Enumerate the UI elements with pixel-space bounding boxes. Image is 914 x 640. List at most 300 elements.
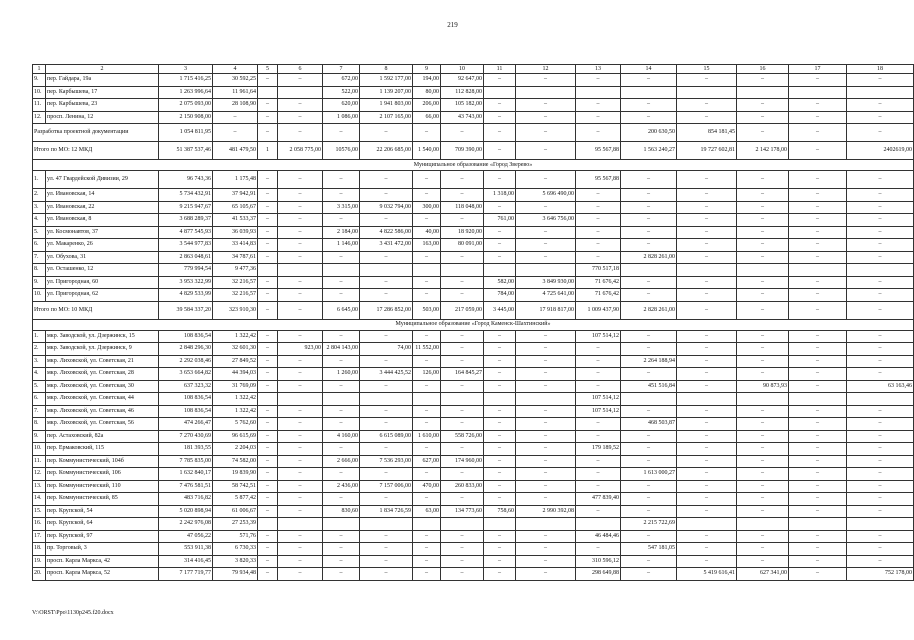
row-number: 2.: [33, 343, 46, 356]
value-cell: 9 477,36: [213, 264, 258, 277]
value-cell: –: [847, 405, 914, 418]
value-cell: 2 075 093,00: [159, 99, 213, 112]
value-cell: 627 341,00: [737, 568, 789, 581]
row-number: 9.: [33, 74, 46, 87]
table-row: [33, 343, 914, 356]
value-cell: 3 444 425,52: [360, 368, 413, 381]
value-cell: –: [621, 111, 677, 124]
value-cell: –: [847, 226, 914, 239]
value-cell: [323, 264, 360, 277]
value-cell: 34 787,61: [213, 251, 258, 264]
value-cell: –: [576, 505, 621, 518]
value-cell: –: [484, 555, 516, 568]
value-cell: [360, 518, 413, 531]
row-number: 6.: [33, 393, 46, 406]
column-number-cell: 17: [789, 65, 847, 74]
table-row: [33, 555, 914, 568]
value-cell: –: [576, 124, 621, 142]
table-row: [33, 189, 914, 202]
value-cell: –: [789, 480, 847, 493]
value-cell: –: [576, 418, 621, 431]
value-cell: 22 206 685,00: [360, 142, 413, 160]
value-cell: 30 592,25: [213, 74, 258, 87]
address-cell: мкр. Лиховской, ул. Советская, 28: [46, 368, 159, 381]
value-cell: 95 567,88: [576, 171, 621, 189]
value-cell: –: [789, 142, 847, 160]
table-row: [33, 530, 914, 543]
value-cell: –: [516, 468, 576, 481]
value-cell: –: [737, 343, 789, 356]
value-cell: 2 215 722,69: [621, 518, 677, 531]
value-cell: –: [360, 330, 413, 343]
value-cell: 31 769,09: [213, 380, 258, 393]
value-cell: –: [789, 276, 847, 289]
value-cell: 3 953 322,99: [159, 276, 213, 289]
value-cell: –: [789, 239, 847, 252]
value-cell: –: [576, 74, 621, 87]
value-cell: –: [441, 189, 484, 202]
value-cell: [847, 393, 914, 406]
value-cell: –: [621, 405, 677, 418]
value-cell: [677, 393, 737, 406]
row-number: 13.: [33, 480, 46, 493]
table-row: [33, 99, 914, 112]
value-cell: 39 584 337,20: [159, 301, 213, 319]
value-cell: –: [789, 201, 847, 214]
value-cell: –: [360, 380, 413, 393]
value-cell: –: [576, 201, 621, 214]
value-cell: –: [737, 555, 789, 568]
value-cell: –: [484, 443, 516, 456]
value-cell: –: [576, 251, 621, 264]
value-cell: –: [278, 239, 323, 252]
address-cell: пер. Карбышева, 17: [46, 86, 159, 99]
value-cell: –: [484, 111, 516, 124]
value-cell: –: [677, 480, 737, 493]
address-cell: ул. Ивановская, 8: [46, 214, 159, 227]
value-cell: –: [278, 443, 323, 456]
value-cell: –: [258, 455, 278, 468]
row-number: 5.: [33, 380, 46, 393]
value-cell: –: [441, 405, 484, 418]
address-cell: просп. Карла Маркса, 42: [46, 555, 159, 568]
value-cell: 1 175,48: [213, 171, 258, 189]
value-cell: –: [278, 455, 323, 468]
value-cell: –: [258, 568, 278, 581]
row-number: 20.: [33, 568, 46, 581]
value-cell: –: [847, 251, 914, 264]
row-number: 9.: [33, 430, 46, 443]
table-row: [33, 214, 914, 227]
value-cell: –: [258, 111, 278, 124]
value-cell: –: [789, 468, 847, 481]
value-cell: 3 431 472,00: [360, 239, 413, 252]
address-cell: пер. Коммунистический, 110: [46, 480, 159, 493]
value-cell: –: [484, 74, 516, 87]
value-cell: 66,00: [413, 111, 441, 124]
value-cell: –: [413, 468, 441, 481]
value-cell: –: [441, 530, 484, 543]
value-cell: –: [737, 493, 789, 506]
column-number-cell: 12: [516, 65, 576, 74]
value-cell: 923,00: [278, 343, 323, 356]
value-cell: 1 592 177,00: [360, 74, 413, 87]
value-cell: 1 540,00: [413, 142, 441, 160]
value-cell: –: [847, 368, 914, 381]
value-cell: –: [413, 355, 441, 368]
value-cell: 74 582,00: [213, 455, 258, 468]
value-cell: –: [847, 468, 914, 481]
value-cell: –: [278, 355, 323, 368]
value-cell: 36 039,93: [213, 226, 258, 239]
value-cell: –: [360, 443, 413, 456]
value-cell: –: [677, 301, 737, 319]
row-label: Разработка проектной документации: [33, 124, 159, 142]
value-cell: 63 163,46: [847, 380, 914, 393]
value-cell: –: [413, 171, 441, 189]
value-cell: [278, 264, 323, 277]
value-cell: –: [360, 468, 413, 481]
total-row: [33, 301, 914, 319]
column-number-cell: 16: [737, 65, 789, 74]
value-cell: –: [576, 543, 621, 556]
value-cell: 3 849 930,00: [516, 276, 576, 289]
value-cell: –: [847, 430, 914, 443]
value-cell: 310 596,12: [576, 555, 621, 568]
value-cell: –: [847, 330, 914, 343]
row-number: 14.: [33, 493, 46, 506]
column-number-cell: 2: [46, 65, 159, 74]
value-cell: 108 836,54: [159, 405, 213, 418]
row-number: 3.: [33, 355, 46, 368]
row-number: 17.: [33, 530, 46, 543]
value-cell: 779 994,54: [159, 264, 213, 277]
value-cell: 2 058 775,00: [278, 142, 323, 160]
value-cell: 5 419 616,41: [677, 568, 737, 581]
row-label: Итого по МО: 12 МКД: [33, 142, 159, 160]
value-cell: –: [847, 555, 914, 568]
value-cell: –: [278, 214, 323, 227]
value-cell: –: [484, 380, 516, 393]
address-cell: мкр. Лиховской, ул. Советская, 56: [46, 418, 159, 431]
value-cell: –: [360, 251, 413, 264]
value-cell: –: [737, 189, 789, 202]
value-cell: –: [484, 142, 516, 160]
value-cell: –: [737, 368, 789, 381]
value-cell: –: [360, 355, 413, 368]
address-cell: ул. Космонавтов, 37: [46, 226, 159, 239]
value-cell: –: [484, 171, 516, 189]
value-cell: –: [484, 418, 516, 431]
value-cell: [441, 518, 484, 531]
value-cell: 620,00: [323, 99, 360, 112]
address-cell: мкр. Заводской, ул. Дзержинск, 15: [46, 330, 159, 343]
value-cell: –: [413, 214, 441, 227]
value-cell: –: [789, 214, 847, 227]
value-cell: –: [278, 368, 323, 381]
value-cell: –: [576, 380, 621, 393]
value-cell: –: [576, 480, 621, 493]
value-cell: 43 743,00: [441, 111, 484, 124]
municipality-section-header: [33, 160, 914, 171]
value-cell: 79 934,48: [213, 568, 258, 581]
value-cell: –: [737, 201, 789, 214]
value-cell: 1 322,42: [213, 405, 258, 418]
value-cell: –: [323, 380, 360, 393]
value-cell: –: [323, 251, 360, 264]
value-cell: 37 942,91: [213, 189, 258, 202]
value-cell: –: [258, 343, 278, 356]
value-cell: –: [258, 301, 278, 319]
value-cell: –: [323, 493, 360, 506]
value-cell: –: [360, 276, 413, 289]
table-row: [33, 518, 914, 531]
value-cell: –: [258, 239, 278, 252]
value-cell: –: [677, 214, 737, 227]
value-cell: –: [258, 543, 278, 556]
value-cell: –: [847, 301, 914, 319]
value-cell: 1 146,00: [323, 239, 360, 252]
value-cell: –: [484, 455, 516, 468]
value-cell: –: [323, 214, 360, 227]
row-number: 8.: [33, 418, 46, 431]
value-cell: [677, 86, 737, 99]
value-cell: –: [258, 171, 278, 189]
value-cell: –: [278, 430, 323, 443]
value-cell: –: [789, 301, 847, 319]
value-cell: 1 715 416,25: [159, 74, 213, 87]
table-row: [33, 568, 914, 581]
table-row: [33, 171, 914, 189]
column-number-cell: 7: [323, 65, 360, 74]
address-cell: ул. Ивановская, 14: [46, 189, 159, 202]
value-cell: –: [441, 443, 484, 456]
value-cell: –: [258, 443, 278, 456]
value-cell: –: [278, 380, 323, 393]
value-cell: –: [484, 430, 516, 443]
value-cell: 1 086,00: [323, 111, 360, 124]
value-cell: –: [360, 189, 413, 202]
value-cell: –: [789, 74, 847, 87]
row-number: 18.: [33, 543, 46, 556]
value-cell: –: [677, 74, 737, 87]
value-cell: –: [621, 343, 677, 356]
value-cell: –: [621, 214, 677, 227]
value-cell: –: [677, 111, 737, 124]
value-cell: 4 160,00: [323, 430, 360, 443]
value-cell: –: [323, 568, 360, 581]
value-cell: –: [516, 368, 576, 381]
address-cell: просп. Ленина, 12: [46, 111, 159, 124]
address-cell: пер. Крупской, 97: [46, 530, 159, 543]
address-cell: пер. Коммунистический, 106: [46, 468, 159, 481]
value-cell: –: [789, 380, 847, 393]
value-cell: [737, 518, 789, 531]
value-cell: [258, 86, 278, 99]
value-cell: –: [576, 368, 621, 381]
value-cell: 181 393,55: [159, 443, 213, 456]
value-cell: 107 514,12: [576, 330, 621, 343]
value-cell: 770 517,18: [576, 264, 621, 277]
value-cell: –: [789, 343, 847, 356]
value-cell: 1 318,00: [484, 189, 516, 202]
value-cell: –: [789, 111, 847, 124]
value-cell: –: [484, 568, 516, 581]
table-row: [33, 380, 914, 393]
value-cell: –: [789, 289, 847, 302]
value-cell: –: [516, 201, 576, 214]
value-cell: [258, 264, 278, 277]
value-cell: –: [789, 418, 847, 431]
value-cell: [360, 393, 413, 406]
value-cell: 571,76: [213, 530, 258, 543]
value-cell: –: [789, 455, 847, 468]
value-cell: –: [677, 368, 737, 381]
address-cell: ул. Осташенко, 12: [46, 264, 159, 277]
value-cell: –: [847, 289, 914, 302]
value-cell: [516, 86, 576, 99]
value-cell: –: [413, 418, 441, 431]
value-cell: 1 322,42: [213, 393, 258, 406]
column-number-cell: 13: [576, 65, 621, 74]
table-row: [33, 480, 914, 493]
value-cell: 61 006,67: [213, 505, 258, 518]
value-cell: –: [360, 418, 413, 431]
value-cell: –: [441, 543, 484, 556]
value-cell: –: [258, 355, 278, 368]
value-cell: [441, 264, 484, 277]
value-cell: –: [484, 343, 516, 356]
value-cell: 206,00: [413, 99, 441, 112]
value-cell: –: [413, 251, 441, 264]
value-cell: –: [441, 418, 484, 431]
value-cell: –: [737, 443, 789, 456]
value-cell: [737, 393, 789, 406]
value-cell: 3 445,00: [484, 301, 516, 319]
value-cell: –: [278, 480, 323, 493]
value-cell: 2 292 038,46: [159, 355, 213, 368]
table-row: [33, 405, 914, 418]
value-cell: –: [789, 505, 847, 518]
value-cell: –: [737, 289, 789, 302]
value-cell: 9 032 794,00: [360, 201, 413, 214]
value-cell: –: [516, 380, 576, 393]
value-cell: –: [677, 289, 737, 302]
value-cell: 3 820,33: [213, 555, 258, 568]
value-cell: –: [360, 405, 413, 418]
page-number: 219: [447, 21, 458, 29]
value-cell: –: [847, 239, 914, 252]
value-cell: –: [441, 171, 484, 189]
value-cell: [621, 393, 677, 406]
value-cell: 468 503,87: [621, 418, 677, 431]
value-cell: –: [516, 568, 576, 581]
value-cell: –: [576, 455, 621, 468]
section-title: Муниципальное образование «Город Зверево»: [33, 160, 914, 171]
value-cell: –: [360, 555, 413, 568]
value-cell: –: [323, 405, 360, 418]
value-cell: –: [621, 276, 677, 289]
address-cell: мкр. Заводской, ул. Дзержинск, 9: [46, 343, 159, 356]
value-cell: –: [516, 355, 576, 368]
value-cell: 194,00: [413, 74, 441, 87]
value-cell: 2 848 296,30: [159, 343, 213, 356]
value-cell: –: [847, 443, 914, 456]
value-cell: 481 479,50: [213, 142, 258, 160]
value-cell: –: [737, 251, 789, 264]
value-cell: 28 108,90: [213, 99, 258, 112]
value-cell: 51 387 537,46: [159, 142, 213, 160]
value-cell: 4 877 545,93: [159, 226, 213, 239]
value-cell: –: [258, 226, 278, 239]
value-cell: –: [413, 380, 441, 393]
value-cell: [323, 518, 360, 531]
value-cell: –: [484, 368, 516, 381]
address-cell: пер. Коммунистический, 104б: [46, 455, 159, 468]
column-number-cell: 3: [159, 65, 213, 74]
row-number: 12.: [33, 468, 46, 481]
row-number: 6.: [33, 239, 46, 252]
value-cell: –: [789, 530, 847, 543]
column-number-cell: 4: [213, 65, 258, 74]
table-row: [33, 276, 914, 289]
value-cell: –: [258, 74, 278, 87]
value-cell: –: [737, 239, 789, 252]
value-cell: 7 270 430,69: [159, 430, 213, 443]
value-cell: –: [621, 330, 677, 343]
value-cell: –: [789, 99, 847, 112]
value-cell: 90 873,93: [737, 380, 789, 393]
value-cell: –: [516, 171, 576, 189]
value-cell: [413, 393, 441, 406]
value-cell: 2 828 261,00: [621, 301, 677, 319]
value-cell: –: [278, 189, 323, 202]
value-cell: –: [278, 99, 323, 112]
value-cell: [516, 393, 576, 406]
value-cell: –: [258, 124, 278, 142]
value-cell: –: [278, 568, 323, 581]
value-cell: –: [737, 330, 789, 343]
value-cell: –: [847, 124, 914, 142]
value-cell: –: [847, 171, 914, 189]
value-cell: 1 563 240,27: [621, 142, 677, 160]
value-cell: –: [677, 171, 737, 189]
value-cell: –: [677, 201, 737, 214]
value-cell: –: [677, 226, 737, 239]
total-row: [33, 124, 914, 142]
value-cell: –: [323, 355, 360, 368]
column-number-cell: 18: [847, 65, 914, 74]
value-cell: –: [516, 455, 576, 468]
value-cell: 4 822 586,00: [360, 226, 413, 239]
value-cell: 637 323,32: [159, 380, 213, 393]
value-cell: 163,00: [413, 239, 441, 252]
table-row: [33, 393, 914, 406]
value-cell: [847, 518, 914, 531]
row-number: 15.: [33, 505, 46, 518]
value-cell: –: [278, 543, 323, 556]
value-cell: 1 322,42: [213, 330, 258, 343]
column-number-cell: 8: [360, 65, 413, 74]
value-cell: [789, 86, 847, 99]
value-cell: 323 910,30: [213, 301, 258, 319]
value-cell: –: [677, 189, 737, 202]
value-cell: 11 552,00: [413, 343, 441, 356]
value-cell: –: [847, 418, 914, 431]
value-cell: –: [413, 124, 441, 142]
value-cell: –: [258, 289, 278, 302]
value-cell: 558 726,00: [441, 430, 484, 443]
